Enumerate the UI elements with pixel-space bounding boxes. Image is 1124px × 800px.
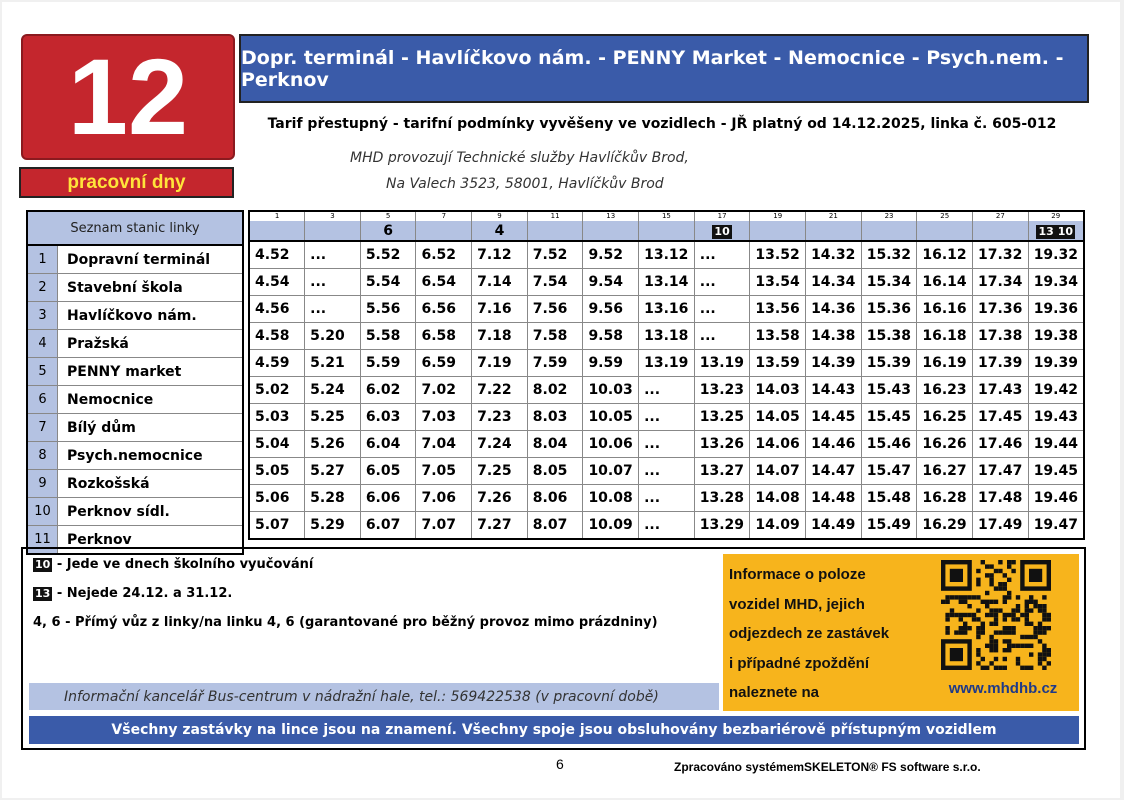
time-row	[249, 269, 1084, 296]
departure-time: 13.52	[750, 241, 806, 269]
station-name: Pražská	[67, 335, 129, 352]
departure-time: ...	[639, 431, 695, 458]
departure-time: 17.34	[973, 269, 1029, 296]
departure-time: 19.46	[1028, 485, 1084, 512]
departure-time: 14.06	[750, 431, 806, 458]
trip-number: 1	[249, 211, 305, 221]
station-number: 5	[28, 358, 58, 385]
trip-note: 4	[472, 221, 528, 241]
tariff-info: Tarif přestupný - tarifní podmínky vyvěšeny ve vozidlech - JŘ platný od 14.12.2025, linka č. 605-012	[267, 116, 1057, 132]
departure-time: 4.52	[249, 241, 305, 269]
departure-time: 16.12	[917, 241, 973, 269]
station-row	[28, 498, 242, 526]
departure-time: ...	[305, 296, 361, 323]
departure-time: 17.38	[973, 323, 1029, 350]
trip-note	[917, 221, 973, 241]
departure-time: 7.14	[472, 269, 528, 296]
departure-time: 7.25	[472, 458, 528, 485]
time-row	[249, 431, 1084, 458]
departure-time: 7.59	[527, 350, 583, 377]
time-row	[249, 458, 1084, 485]
qr-code-icon[interactable]	[941, 560, 1051, 670]
departure-time: 14.03	[750, 377, 806, 404]
departure-time: 5.03	[249, 404, 305, 431]
departure-time: 10.09	[583, 512, 639, 540]
departure-time: 17.46	[973, 431, 1029, 458]
station-name: Havlíčkovo nám.	[67, 307, 197, 324]
departure-time: 16.16	[917, 296, 973, 323]
departure-time: 19.36	[1028, 296, 1084, 323]
trip-note	[750, 221, 806, 241]
departure-time: 10.03	[583, 377, 639, 404]
departure-time: ...	[639, 485, 695, 512]
trip-number: 7	[416, 211, 472, 221]
departure-time: 13.19	[694, 350, 750, 377]
departure-time: 5.20	[305, 323, 361, 350]
station-list-header: Seznam stanic linky	[28, 212, 242, 246]
departure-time: 7.02	[416, 377, 472, 404]
departure-time: 4.56	[249, 296, 305, 323]
departure-time: 6.07	[360, 512, 416, 540]
station-number: 7	[28, 414, 58, 441]
departure-time: 7.26	[472, 485, 528, 512]
trip-note	[639, 221, 695, 241]
departure-time: 19.42	[1028, 377, 1084, 404]
note-school-days: 10 - Jede ve dnech školního vyučování	[35, 557, 314, 572]
departure-time: 13.14	[639, 269, 695, 296]
trip-note	[305, 221, 361, 241]
station-number: 11	[28, 526, 58, 553]
departure-time: 4.59	[249, 350, 305, 377]
trip-number: 3	[305, 211, 361, 221]
departure-time: 14.05	[750, 404, 806, 431]
page-number: 6	[556, 756, 564, 772]
departure-time: 17.36	[973, 296, 1029, 323]
departure-time: 13.58	[750, 323, 806, 350]
departure-time: 15.43	[861, 377, 917, 404]
departure-time: 17.48	[973, 485, 1029, 512]
time-row	[249, 241, 1084, 269]
departure-time: ...	[639, 377, 695, 404]
departure-time: 6.52	[416, 241, 472, 269]
departure-time: 6.03	[360, 404, 416, 431]
departure-time: 16.25	[917, 404, 973, 431]
station-name: PENNY market	[67, 363, 182, 380]
departure-time: 5.26	[305, 431, 361, 458]
station-number: 3	[28, 302, 58, 329]
departure-time: 8.04	[527, 431, 583, 458]
trip-number: 5	[360, 211, 416, 221]
departure-time: 19.43	[1028, 404, 1084, 431]
departure-time: 5.59	[360, 350, 416, 377]
departure-time: 7.03	[416, 404, 472, 431]
line-number-box	[21, 34, 235, 160]
departure-time: 15.36	[861, 296, 917, 323]
departure-time: 10.07	[583, 458, 639, 485]
departure-time: 16.23	[917, 377, 973, 404]
station-row	[28, 358, 242, 386]
departure-time: 15.46	[861, 431, 917, 458]
departure-time: 5.54	[360, 269, 416, 296]
accessibility-notice: Všechny zastávky na lince jsou na znamení. Všechny spoje jsou obsluhovány bezbariérově přístupným vozidlem	[29, 716, 1079, 744]
station-number: 9	[28, 470, 58, 497]
station-row	[28, 414, 242, 442]
departure-time: 14.32	[806, 241, 862, 269]
departure-time: 14.08	[750, 485, 806, 512]
trip-number: 21	[806, 211, 862, 221]
departure-time: 16.29	[917, 512, 973, 540]
note-not-running: 13 - Nejede 24.12. a 31.12.	[35, 586, 233, 601]
departure-time: 9.52	[583, 241, 639, 269]
departure-time: 15.49	[861, 512, 917, 540]
departure-time: 19.47	[1028, 512, 1084, 540]
departure-time: 15.32	[861, 241, 917, 269]
time-row	[249, 323, 1084, 350]
departure-time: 7.52	[527, 241, 583, 269]
station-name: Psych.nemocnice	[67, 447, 203, 464]
departure-time: 5.25	[305, 404, 361, 431]
station-name: Dopravní terminál	[67, 251, 211, 268]
departure-time: 17.45	[973, 404, 1029, 431]
station-row	[28, 246, 242, 274]
departure-time: 13.59	[750, 350, 806, 377]
departure-time: 14.47	[806, 458, 862, 485]
departure-time: 14.07	[750, 458, 806, 485]
departure-time: 6.56	[416, 296, 472, 323]
departure-time: ...	[305, 269, 361, 296]
departure-time: 15.45	[861, 404, 917, 431]
time-row	[249, 485, 1084, 512]
departure-time: 6.02	[360, 377, 416, 404]
departure-time: 16.26	[917, 431, 973, 458]
departure-time: 7.54	[527, 269, 583, 296]
departure-time: 16.14	[917, 269, 973, 296]
departure-time: 7.22	[472, 377, 528, 404]
departure-time: 7.12	[472, 241, 528, 269]
time-row	[249, 296, 1084, 323]
notes-panel	[21, 547, 1086, 750]
departure-time: 5.07	[249, 512, 305, 540]
trip-number: 23	[861, 211, 917, 221]
departure-time: 5.21	[305, 350, 361, 377]
departure-time: 14.43	[806, 377, 862, 404]
departure-time: 14.48	[806, 485, 862, 512]
time-row	[249, 512, 1084, 540]
departure-time: 8.02	[527, 377, 583, 404]
trip-number: 11	[527, 211, 583, 221]
trip-number: 29	[1028, 211, 1084, 221]
software-credit: Zpracováno systémemSKELETON® FS software s.r.o.	[674, 760, 981, 774]
departure-time: ...	[639, 458, 695, 485]
departure-time: 13.27	[694, 458, 750, 485]
trip-note	[416, 221, 472, 241]
departure-time: 9.54	[583, 269, 639, 296]
departure-time: 6.58	[416, 323, 472, 350]
departure-time: 5.06	[249, 485, 305, 512]
departure-time: 17.43	[973, 377, 1029, 404]
departure-time: 13.16	[639, 296, 695, 323]
departure-time: 13.56	[750, 296, 806, 323]
departure-time: 6.04	[360, 431, 416, 458]
departure-time: 8.03	[527, 404, 583, 431]
departure-time: 9.59	[583, 350, 639, 377]
route-title: Dopr. terminál - Havlíčkovo nám. - PENNY Market - Nemocnice - Psych.nem. - Perknov	[239, 34, 1089, 103]
departure-time: 6.59	[416, 350, 472, 377]
departure-time: 14.09	[750, 512, 806, 540]
departure-time: 17.39	[973, 350, 1029, 377]
departure-time: 16.27	[917, 458, 973, 485]
station-name: Stavební škola	[67, 279, 183, 296]
trip-note	[806, 221, 862, 241]
departure-time: 8.07	[527, 512, 583, 540]
departure-time: 19.39	[1028, 350, 1084, 377]
trip-number: 9	[472, 211, 528, 221]
departure-time: 15.47	[861, 458, 917, 485]
trip-note: 10	[694, 221, 750, 241]
trip-note	[583, 221, 639, 241]
departure-time: 13.29	[694, 512, 750, 540]
departure-time: 7.19	[472, 350, 528, 377]
departure-time: 5.58	[360, 323, 416, 350]
station-row	[28, 330, 242, 358]
trip-note: 6	[360, 221, 416, 241]
departure-time: 6.06	[360, 485, 416, 512]
timetable-grid	[248, 210, 1085, 540]
station-name: Perknov sídl.	[67, 503, 170, 520]
departure-time: 7.07	[416, 512, 472, 540]
departure-time: 9.56	[583, 296, 639, 323]
departure-time: 16.18	[917, 323, 973, 350]
departure-time: 14.34	[806, 269, 862, 296]
departure-time: 15.39	[861, 350, 917, 377]
station-number: 2	[28, 274, 58, 301]
departure-time: 10.05	[583, 404, 639, 431]
departure-time: 19.44	[1028, 431, 1084, 458]
trip-number: 17	[694, 211, 750, 221]
departure-time: 13.25	[694, 404, 750, 431]
departure-time: 16.28	[917, 485, 973, 512]
departure-time: 15.48	[861, 485, 917, 512]
website-link[interactable]: www.mhdhb.cz	[948, 680, 1058, 697]
departure-time: 7.24	[472, 431, 528, 458]
trip-number: 27	[973, 211, 1029, 221]
departure-time: 7.56	[527, 296, 583, 323]
departure-time: 5.52	[360, 241, 416, 269]
station-name: Nemocnice	[67, 391, 154, 408]
departure-time: 13.19	[639, 350, 695, 377]
trip-number: 19	[750, 211, 806, 221]
departure-time: 7.27	[472, 512, 528, 540]
departure-time: 4.54	[249, 269, 305, 296]
departure-time: 8.06	[527, 485, 583, 512]
departure-time: 13.26	[694, 431, 750, 458]
departure-time: 14.46	[806, 431, 862, 458]
realtime-info-text: Informace o poloze vozidel MHD, jejich odjezdech ze zastávek i případné zpoždění naleznete na	[729, 566, 890, 701]
departure-time: 7.04	[416, 431, 472, 458]
departure-time: 5.28	[305, 485, 361, 512]
departure-time: 14.39	[806, 350, 862, 377]
realtime-info-box	[723, 554, 1079, 711]
station-number: 1	[28, 246, 58, 273]
station-number: 6	[28, 386, 58, 413]
departure-time: 19.45	[1028, 458, 1084, 485]
station-name: Perknov	[67, 531, 132, 548]
time-row	[249, 350, 1084, 377]
timetable-page	[2, 2, 1120, 798]
time-row	[249, 377, 1084, 404]
departure-time: 17.49	[973, 512, 1029, 540]
departure-time: 15.34	[861, 269, 917, 296]
departure-time: 19.34	[1028, 269, 1084, 296]
trip-note	[973, 221, 1029, 241]
departure-time: 5.02	[249, 377, 305, 404]
trip-number: 15	[639, 211, 695, 221]
departure-time: 7.23	[472, 404, 528, 431]
departure-time: 7.05	[416, 458, 472, 485]
station-number: 8	[28, 442, 58, 469]
station-row	[28, 302, 242, 330]
departure-time: 14.36	[806, 296, 862, 323]
departure-time: 7.18	[472, 323, 528, 350]
departure-time: 5.56	[360, 296, 416, 323]
departure-time: 10.06	[583, 431, 639, 458]
departure-time: 19.32	[1028, 241, 1084, 269]
departure-time: ...	[694, 323, 750, 350]
departure-time: 5.24	[305, 377, 361, 404]
departure-time: 13.28	[694, 485, 750, 512]
departure-time: 13.23	[694, 377, 750, 404]
service-days-label: pracovní dny	[19, 167, 234, 198]
departure-time: 5.05	[249, 458, 305, 485]
time-row	[249, 404, 1084, 431]
departure-time: 6.05	[360, 458, 416, 485]
operator-line-1: MHD provozují Technické služby Havlíčkův Brod,	[350, 150, 689, 166]
station-row	[28, 442, 242, 470]
station-number: 10	[28, 498, 58, 525]
info-office: Informační kancelář Bus-centrum v nádražní hale, tel.: 569422538 (v pracovní době)	[29, 683, 719, 710]
departure-time: 4.58	[249, 323, 305, 350]
departure-time: 14.45	[806, 404, 862, 431]
departure-time: 6.54	[416, 269, 472, 296]
departure-time: 10.08	[583, 485, 639, 512]
departure-time: 14.38	[806, 323, 862, 350]
trip-note	[527, 221, 583, 241]
departure-time: 9.58	[583, 323, 639, 350]
station-row	[28, 386, 242, 414]
station-name: Bílý dům	[67, 419, 136, 436]
departure-time: 7.16	[472, 296, 528, 323]
station-number: 4	[28, 330, 58, 357]
station-name: Rozkošská	[67, 475, 150, 492]
station-list	[26, 210, 244, 555]
departure-time: ...	[305, 241, 361, 269]
trip-note	[249, 221, 305, 241]
line-number: 12	[67, 36, 189, 157]
departure-time: ...	[694, 296, 750, 323]
departure-time: 15.38	[861, 323, 917, 350]
station-row	[28, 470, 242, 498]
note-through-car: 4, 6 - Přímý vůz z linky/na linku 4, 6 (garantované pro běžný provoz mimo prázdniny)	[33, 615, 658, 630]
trip-number: 13	[583, 211, 639, 221]
departure-time: 7.06	[416, 485, 472, 512]
departure-time: 13.12	[639, 241, 695, 269]
departure-time: ...	[694, 269, 750, 296]
departure-time: ...	[639, 512, 695, 540]
departure-time: 8.05	[527, 458, 583, 485]
departure-time: 13.54	[750, 269, 806, 296]
departure-time: ...	[639, 404, 695, 431]
operator-line-2: Na Valech 3523, 58001, Havlíčkův Brod	[386, 176, 664, 192]
departure-time: 7.58	[527, 323, 583, 350]
departure-time: 13.18	[639, 323, 695, 350]
departure-time: 17.47	[973, 458, 1029, 485]
departure-time: 17.32	[973, 241, 1029, 269]
departure-time: 5.04	[249, 431, 305, 458]
trip-note: 13 10	[1028, 221, 1084, 241]
departure-time: 5.29	[305, 512, 361, 540]
departure-time: 5.27	[305, 458, 361, 485]
departure-time: 14.49	[806, 512, 862, 540]
trip-note	[861, 221, 917, 241]
trip-number: 25	[917, 211, 973, 221]
departure-time: ...	[694, 241, 750, 269]
departure-time: 16.19	[917, 350, 973, 377]
departure-time: 19.38	[1028, 323, 1084, 350]
station-row	[28, 274, 242, 302]
